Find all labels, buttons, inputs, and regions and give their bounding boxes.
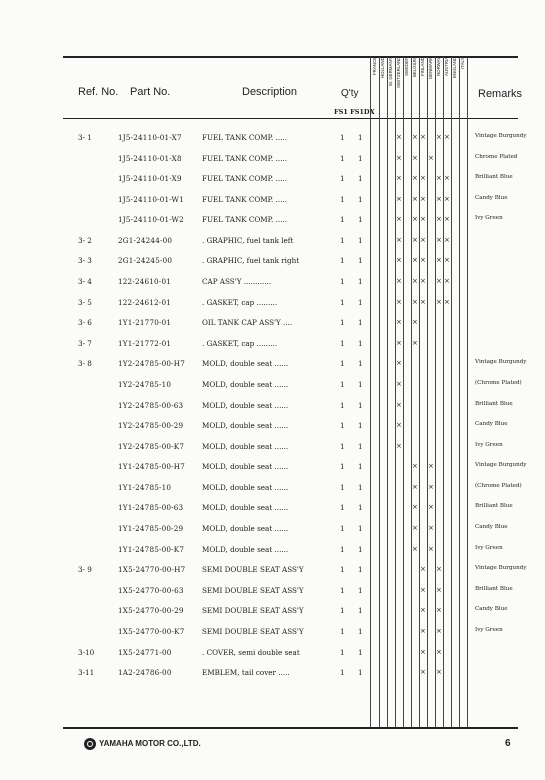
qty-fs1dx: 1 xyxy=(358,400,363,410)
country-mark: × xyxy=(412,153,418,162)
part-no: 1J5-24110-01-W1 xyxy=(118,194,184,204)
part-no-header: Part No. xyxy=(130,86,171,98)
country-mark: × xyxy=(412,235,418,244)
description: . GRAPHIC, fuel tank right xyxy=(202,256,300,266)
country-mark: × xyxy=(428,482,434,491)
qty-fs1: 1 xyxy=(340,544,345,554)
country-mark: × xyxy=(396,194,402,203)
country-mark: × xyxy=(412,256,418,265)
qty-fs1: 1 xyxy=(340,174,345,184)
qty-fs1dx: 1 xyxy=(358,153,363,163)
qty-fs1dx: 1 xyxy=(358,359,363,369)
country-mark: × xyxy=(444,256,450,265)
country-mark: × xyxy=(420,606,426,615)
qty-fs1: 1 xyxy=(340,626,345,636)
country-mark: × xyxy=(428,153,434,162)
ref-no-header: Ref. No. xyxy=(78,86,119,98)
country-mark: × xyxy=(396,400,402,409)
description: MOLD, double seat ...... xyxy=(202,421,289,431)
part-no: 1X5-24770-00-63 xyxy=(118,585,184,595)
ref-no: 3- 1 xyxy=(78,133,92,142)
table-row xyxy=(0,154,545,168)
country-mark: × xyxy=(436,626,442,635)
ref-no: 3- 5 xyxy=(78,297,92,307)
part-no: 1Y2-24785-00-63 xyxy=(118,400,184,410)
country-mark: × xyxy=(412,194,418,203)
qty-fs1dx: 1 xyxy=(358,565,363,575)
country-header-9: NORWAY xyxy=(436,57,441,77)
country-mark: × xyxy=(412,277,418,286)
qty-model-labels: FS1 FS1DX xyxy=(334,108,375,116)
part-no: 2G1-24245-00 xyxy=(118,256,173,266)
part-no: 122-24610-01 xyxy=(118,277,171,287)
qty-fs1: 1 xyxy=(340,359,345,369)
bottom-rule xyxy=(63,727,518,729)
country-mark: × xyxy=(420,668,426,677)
table-row xyxy=(0,298,545,312)
country-mark: × xyxy=(420,565,426,574)
table-row xyxy=(0,256,545,270)
country-mark: × xyxy=(436,133,442,141)
country-mark: × xyxy=(412,174,418,183)
qty-fs1dx: 1 xyxy=(358,441,363,451)
table-row xyxy=(0,421,545,435)
qty-fs1: 1 xyxy=(340,524,345,534)
country-mark: × xyxy=(396,338,402,347)
description: MOLD, double seat ...... xyxy=(202,544,289,554)
table-row xyxy=(0,442,545,456)
remark: Vintage Burgundy xyxy=(475,359,527,366)
table-row xyxy=(0,462,545,476)
remark: Brilliant Blue xyxy=(475,503,513,510)
country-header-1: FRANCE xyxy=(372,57,377,76)
country-mark: × xyxy=(412,297,418,306)
table-row xyxy=(0,380,545,394)
country-mark: × xyxy=(412,462,418,471)
description: SEMI DOUBLE SEAT ASS'Y xyxy=(202,565,304,575)
ref-no: 3- 6 xyxy=(78,318,92,328)
country-mark: × xyxy=(444,133,450,141)
country-mark: × xyxy=(396,256,402,265)
table-row xyxy=(0,133,545,147)
qty-fs1dx: 1 xyxy=(358,524,363,534)
country-mark: × xyxy=(436,215,442,224)
qty-header: Q'ty xyxy=(341,88,359,99)
qty-fs1dx: 1 xyxy=(358,606,363,616)
part-no: 2G1-24244-00 xyxy=(118,235,173,245)
ref-no: 3- 9 xyxy=(78,565,92,575)
remark: Ivy Green xyxy=(475,544,503,551)
part-no: 1J5-24110-01-W2 xyxy=(118,215,184,225)
description: SEMI DOUBLE SEAT ASS'Y xyxy=(202,626,304,636)
qty-fs1: 1 xyxy=(340,482,345,492)
description: SEMI DOUBLE SEAT ASS'Y xyxy=(202,585,304,595)
table-row xyxy=(0,627,545,641)
country-mark: × xyxy=(420,297,426,306)
country-mark: × xyxy=(436,235,442,244)
table-row xyxy=(0,483,545,497)
qty-fs1dx: 1 xyxy=(358,133,363,142)
country-mark: × xyxy=(420,647,426,656)
qty-fs1: 1 xyxy=(340,338,345,348)
table-row xyxy=(0,195,545,209)
table-row xyxy=(0,277,545,291)
country-mark: × xyxy=(396,421,402,430)
country-mark: × xyxy=(420,256,426,265)
country-mark: × xyxy=(420,277,426,286)
country-header-4: SWITZERLAND xyxy=(396,57,401,89)
remark: Vintage Burgundy xyxy=(475,565,527,572)
part-no: 1Y1-24785-00-K7 xyxy=(118,544,185,554)
description: . GASKET, cap ......... xyxy=(202,297,278,307)
qty-fs1: 1 xyxy=(340,585,345,595)
country-mark: × xyxy=(436,174,442,183)
country-mark: × xyxy=(412,215,418,224)
qty-fs1: 1 xyxy=(340,606,345,616)
qty-fs1dx: 1 xyxy=(358,379,363,389)
qty-fs1: 1 xyxy=(340,462,345,472)
qty-fs1: 1 xyxy=(340,215,345,225)
country-mark: × xyxy=(420,585,426,594)
company-name: YAMAHA MOTOR CO.,LTD. xyxy=(99,739,201,748)
remark: Ivy Green xyxy=(475,441,503,448)
description: FUEL TANK COMP. ..... xyxy=(202,174,288,184)
part-no: 1J5-24110-01-X7 xyxy=(118,133,182,142)
table-row xyxy=(0,545,545,559)
country-mark: × xyxy=(436,668,442,677)
remark: Candy Blue xyxy=(475,194,508,201)
qty-fs1: 1 xyxy=(340,647,345,657)
description: SEMI DOUBLE SEAT ASS'Y xyxy=(202,606,304,616)
description: EMBLEM, tail cover ..... xyxy=(202,668,290,678)
description: FUEL TANK COMP. ..... xyxy=(202,194,288,204)
qty-fs1dx: 1 xyxy=(358,585,363,595)
part-no: 1Y2-24785-00-K7 xyxy=(118,441,185,451)
qty-fs1dx: 1 xyxy=(358,482,363,492)
remark: (Chrome Plated) xyxy=(475,482,522,489)
table-row xyxy=(0,318,545,332)
country-mark: × xyxy=(436,297,442,306)
description: MOLD, double seat ...... xyxy=(202,400,289,410)
qty-fs1dx: 1 xyxy=(358,668,363,678)
part-no: 1Y1-24785-00-29 xyxy=(118,524,184,534)
ref-no: 3-11 xyxy=(78,668,95,678)
qty-fs1dx: 1 xyxy=(358,421,363,431)
header-rule xyxy=(63,118,518,119)
country-mark: × xyxy=(420,174,426,183)
qty-fs1dx: 1 xyxy=(358,174,363,184)
remark: Candy Blue xyxy=(475,606,508,613)
description-header: Description xyxy=(242,86,298,98)
table-row xyxy=(0,606,545,620)
qty-fs1dx: 1 xyxy=(358,215,363,225)
description: MOLD, double seat ...... xyxy=(202,462,289,472)
description: FUEL TANK COMP. ..... xyxy=(202,133,288,142)
country-header-7: FINLAND xyxy=(420,57,425,76)
part-no: 1X5-24771-00 xyxy=(118,647,172,657)
part-no: 1Y1-24785-10 xyxy=(118,482,172,492)
country-mark: × xyxy=(444,194,450,203)
country-mark: × xyxy=(396,359,402,368)
table-row xyxy=(0,236,545,250)
description: . GASKET, cap ......... xyxy=(202,338,278,348)
country-mark: × xyxy=(444,277,450,286)
ref-no: 3- 7 xyxy=(78,338,92,348)
country-mark: × xyxy=(412,503,418,512)
description: . GRAPHIC, fuel tank left xyxy=(202,235,294,245)
qty-fs1dx: 1 xyxy=(358,235,363,245)
remark: Vintage Burgundy xyxy=(475,133,527,139)
qty-fs1: 1 xyxy=(340,153,345,163)
remarks-header: Remarks xyxy=(478,88,523,100)
country-mark: × xyxy=(428,524,434,533)
ref-no: 3- 2 xyxy=(78,235,92,245)
qty-fs1: 1 xyxy=(340,503,345,513)
remark: Chrome Plated xyxy=(475,153,518,160)
country-mark: × xyxy=(420,133,426,141)
qty-fs1: 1 xyxy=(340,194,345,204)
ref-no: 3- 4 xyxy=(78,277,92,287)
country-mark: × xyxy=(396,318,402,327)
description: FUEL TANK COMP. ..... xyxy=(202,153,288,163)
description: MOLD, double seat ...... xyxy=(202,482,289,492)
ref-no: 3- 3 xyxy=(78,256,92,266)
qty-fs1dx: 1 xyxy=(358,277,363,287)
description: FUEL TANK COMP. ..... xyxy=(202,215,288,225)
qty-fs1: 1 xyxy=(340,235,345,245)
table-row xyxy=(0,668,545,682)
country-header-8: DENMARK xyxy=(428,57,433,79)
remark: Brilliant Blue xyxy=(475,585,513,592)
country-mark: × xyxy=(396,215,402,224)
qty-fs1dx: 1 xyxy=(358,318,363,328)
table-row xyxy=(0,503,545,517)
country-mark: × xyxy=(436,606,442,615)
country-mark: × xyxy=(396,133,402,141)
country-header-3: W. GERMANY xyxy=(388,57,393,86)
country-mark: × xyxy=(436,565,442,574)
country-mark: × xyxy=(444,235,450,244)
country-mark: × xyxy=(428,544,434,553)
part-no: 1Y1-24785-00-H7 xyxy=(118,462,186,472)
table-row xyxy=(0,174,545,188)
remark: (Chrome Plated) xyxy=(475,379,522,386)
country-mark: × xyxy=(396,379,402,388)
country-mark: × xyxy=(412,338,418,347)
part-no: 1Y2-24785-00-29 xyxy=(118,421,184,431)
remark: Brilliant Blue xyxy=(475,174,513,181)
country-mark: × xyxy=(428,462,434,471)
country-mark: × xyxy=(436,277,442,286)
remark: Candy Blue xyxy=(475,421,508,428)
part-no: 1Y2-24785-00-H7 xyxy=(118,359,186,369)
qty-fs1: 1 xyxy=(340,133,345,142)
country-mark: × xyxy=(396,277,402,286)
qty-fs1: 1 xyxy=(340,668,345,678)
part-no: 1X5-24770-00-29 xyxy=(118,606,184,616)
ref-no: 3- 8 xyxy=(78,359,92,369)
country-header-5: SWEDEN xyxy=(404,57,409,77)
country-mark: × xyxy=(436,585,442,594)
part-no: 1J5-24110-01-X9 xyxy=(118,174,182,184)
remark: Ivy Green xyxy=(475,215,503,222)
country-mark: × xyxy=(420,235,426,244)
qty-fs1: 1 xyxy=(340,565,345,575)
country-mark: × xyxy=(444,297,450,306)
description: OIL TANK CAP ASS'Y .... xyxy=(202,318,293,328)
country-mark: × xyxy=(436,647,442,656)
table-row xyxy=(0,586,545,600)
yamaha-logo-icon xyxy=(84,738,96,750)
qty-fs1dx: 1 xyxy=(358,256,363,266)
remark: Vintage Burgundy xyxy=(475,462,527,469)
country-mark: × xyxy=(412,318,418,327)
description: . COVER, semi double seat xyxy=(202,647,300,657)
country-mark: × xyxy=(412,482,418,491)
description: MOLD, double seat ...... xyxy=(202,524,289,534)
ref-no: 3-10 xyxy=(78,647,95,657)
remark: Candy Blue xyxy=(475,524,508,531)
qty-fs1: 1 xyxy=(340,379,345,389)
qty-fs1dx: 1 xyxy=(358,462,363,472)
part-no: 1J5-24110-01-X8 xyxy=(118,153,182,163)
country-mark: × xyxy=(396,235,402,244)
qty-fs1dx: 1 xyxy=(358,503,363,513)
table-row xyxy=(0,339,545,353)
country-mark: × xyxy=(436,194,442,203)
country-mark: × xyxy=(420,215,426,224)
part-no: 1Y1-24785-00-63 xyxy=(118,503,184,513)
table-row xyxy=(0,401,545,415)
part-no: 1Y2-24785-10 xyxy=(118,379,172,389)
part-no: 1X5-24770-00-K7 xyxy=(118,626,185,636)
qty-fs1: 1 xyxy=(340,297,345,307)
description: MOLD, double seat ...... xyxy=(202,441,289,451)
table-row xyxy=(0,648,545,662)
description: MOLD, double seat ...... xyxy=(202,379,289,389)
qty-fs1dx: 1 xyxy=(358,194,363,204)
country-mark: × xyxy=(396,441,402,450)
page-number: 6 xyxy=(505,738,511,749)
country-mark: × xyxy=(412,133,418,141)
country-header-10: AUSTRIA xyxy=(444,57,449,77)
qty-fs1: 1 xyxy=(340,400,345,410)
country-header-12: ITALY xyxy=(460,57,465,69)
qty-fs1dx: 1 xyxy=(358,544,363,554)
table-row xyxy=(0,215,545,229)
table-row xyxy=(0,565,545,579)
country-mark: × xyxy=(396,174,402,183)
qty-fs1: 1 xyxy=(340,256,345,266)
description: MOLD, double seat ...... xyxy=(202,503,289,513)
qty-fs1dx: 1 xyxy=(358,297,363,307)
part-no: 122-24612-01 xyxy=(118,297,171,307)
qty-fs1: 1 xyxy=(340,441,345,451)
qty-fs1: 1 xyxy=(340,421,345,431)
qty-fs1dx: 1 xyxy=(358,338,363,348)
qty-fs1: 1 xyxy=(340,318,345,328)
description: MOLD, double seat ...... xyxy=(202,359,289,369)
part-no: 1A2-24786-00 xyxy=(118,668,172,678)
table-row xyxy=(0,524,545,538)
country-mark: × xyxy=(444,174,450,183)
part-no: 1Y1-21770-01 xyxy=(118,318,172,328)
qty-fs1dx: 1 xyxy=(358,647,363,657)
country-mark: × xyxy=(436,256,442,265)
part-no: 1Y1-21772-01 xyxy=(118,338,172,348)
qty-fs1dx: 1 xyxy=(358,626,363,636)
description: CAP ASS'Y ............ xyxy=(202,277,272,287)
qty-fs1: 1 xyxy=(340,277,345,287)
country-mark: × xyxy=(396,153,402,162)
country-mark: × xyxy=(420,194,426,203)
country-mark: × xyxy=(444,215,450,224)
country-header-11: ENGLAND xyxy=(452,57,457,79)
country-header-2: HOLLAND xyxy=(380,57,385,78)
remark: Ivy Green xyxy=(475,626,503,633)
country-mark: × xyxy=(428,503,434,512)
country-mark: × xyxy=(412,524,418,533)
table-row xyxy=(0,359,545,373)
remark: Brilliant Blue xyxy=(475,400,513,407)
country-header-6: BELGIUM xyxy=(412,57,417,77)
country-mark: × xyxy=(420,626,426,635)
part-no: 1X5-24770-00-H7 xyxy=(118,565,186,575)
country-mark: × xyxy=(412,544,418,553)
country-mark: × xyxy=(396,297,402,306)
